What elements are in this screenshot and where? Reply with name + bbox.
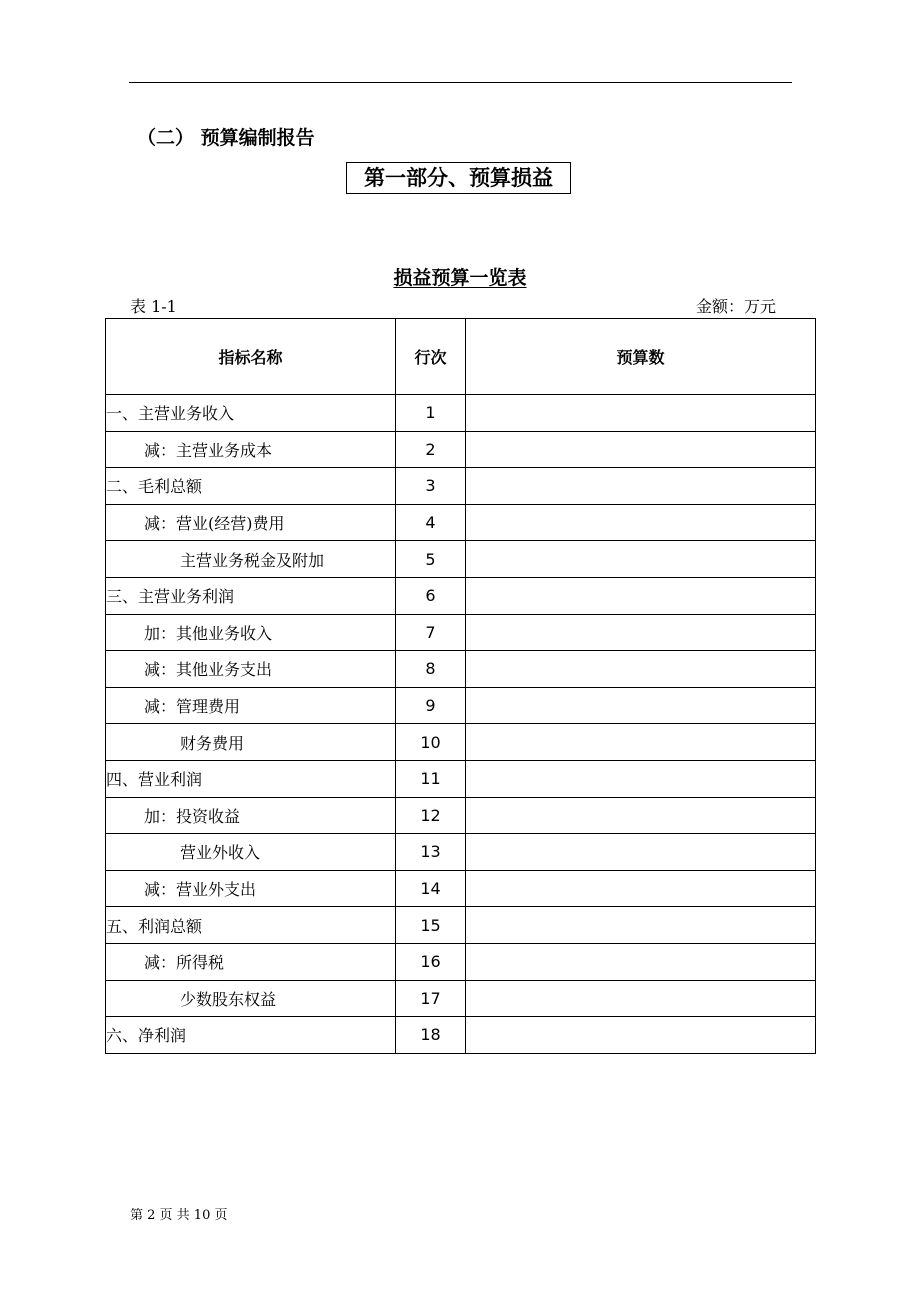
budget-amount-cell	[466, 907, 816, 944]
table-row	[106, 797, 816, 834]
budget-amount-cell	[466, 980, 816, 1017]
indicator-name: 六、净利润	[106, 1017, 396, 1054]
table-row	[106, 1017, 816, 1054]
row-number: 11	[396, 760, 466, 797]
header-indicator-name: 指标名称	[106, 319, 396, 395]
row-number: 15	[396, 907, 466, 944]
budget-amount-cell	[466, 541, 816, 578]
table-row	[106, 541, 816, 578]
table-row	[106, 651, 816, 688]
table-title	[0, 264, 920, 292]
indicator-name: 五、利润总额	[106, 907, 396, 944]
budget-amount-cell	[466, 724, 816, 761]
budget-amount-cell	[466, 395, 816, 432]
row-number: 3	[396, 468, 466, 505]
row-number: 12	[396, 797, 466, 834]
table-row	[106, 870, 816, 907]
table-row	[106, 504, 816, 541]
row-number: 14	[396, 870, 466, 907]
row-number: 10	[396, 724, 466, 761]
indicator-name: 四、营业利润	[106, 760, 396, 797]
row-number: 2	[396, 431, 466, 468]
budget-amount-cell	[466, 651, 816, 688]
table-row	[106, 760, 816, 797]
table-row	[106, 468, 816, 505]
table-row	[106, 431, 816, 468]
row-number: 9	[396, 687, 466, 724]
row-number: 7	[396, 614, 466, 651]
table-header-row	[106, 319, 816, 395]
section-heading: （二） 预算编制报告	[137, 127, 315, 149]
indicator-name: 减：其他业务支出	[106, 651, 396, 688]
indicator-name: 减：营业外支出	[106, 870, 396, 907]
table-row	[106, 577, 816, 614]
page-footer: 第 2 页 共 10 页	[130, 1208, 228, 1223]
budget-amount-cell	[466, 1017, 816, 1054]
budget-amount-cell	[466, 614, 816, 651]
budget-amount-cell	[466, 870, 816, 907]
budget-amount-cell	[466, 577, 816, 614]
header-rule	[129, 82, 792, 83]
row-number: 17	[396, 980, 466, 1017]
budget-amount-cell	[466, 834, 816, 871]
table-title-text: 损益预算一览表	[393, 267, 527, 289]
table-row	[106, 687, 816, 724]
row-number: 4	[396, 504, 466, 541]
table-row	[106, 614, 816, 651]
budget-amount-cell	[466, 687, 816, 724]
header-row-number: 行次	[396, 319, 466, 395]
table-row	[106, 907, 816, 944]
budget-amount-cell	[466, 760, 816, 797]
indicator-name: 加：投资收益	[106, 797, 396, 834]
indicator-name: 财务费用	[106, 724, 396, 761]
table-row	[106, 980, 816, 1017]
header-budget-amount: 预算数	[466, 319, 816, 395]
table-row	[106, 834, 816, 871]
indicator-name: 加：其他业务收入	[106, 614, 396, 651]
row-number: 8	[396, 651, 466, 688]
budget-amount-cell	[466, 797, 816, 834]
budget-amount-cell	[466, 431, 816, 468]
row-number: 16	[396, 943, 466, 980]
budget-amount-cell	[466, 943, 816, 980]
indicator-name: 营业外收入	[106, 834, 396, 871]
table-row	[106, 724, 816, 761]
indicator-name: 减：主营业务成本	[106, 431, 396, 468]
indicator-name: 少数股东权益	[106, 980, 396, 1017]
unit-label: 金额：万元	[695, 297, 776, 316]
indicator-name: 一、主营业务收入	[106, 395, 396, 432]
row-number: 6	[396, 577, 466, 614]
indicator-name: 二、毛利总额	[106, 468, 396, 505]
indicator-name: 三、主营业务利润	[106, 577, 396, 614]
table-row	[106, 943, 816, 980]
row-number: 13	[396, 834, 466, 871]
row-number: 1	[396, 395, 466, 432]
budget-amount-cell	[466, 468, 816, 505]
table-body	[106, 395, 816, 1054]
budget-table	[105, 318, 816, 1054]
part-title: 第一部分、预算损益	[346, 162, 571, 194]
row-number: 5	[396, 541, 466, 578]
table-row	[106, 395, 816, 432]
row-number: 18	[396, 1017, 466, 1054]
indicator-name: 减：营业(经营)费用	[106, 504, 396, 541]
table-number: 表 1-1	[130, 297, 177, 316]
budget-amount-cell	[466, 504, 816, 541]
indicator-name: 减：管理费用	[106, 687, 396, 724]
indicator-name: 主营业务税金及附加	[106, 541, 396, 578]
indicator-name: 减：所得税	[106, 943, 396, 980]
